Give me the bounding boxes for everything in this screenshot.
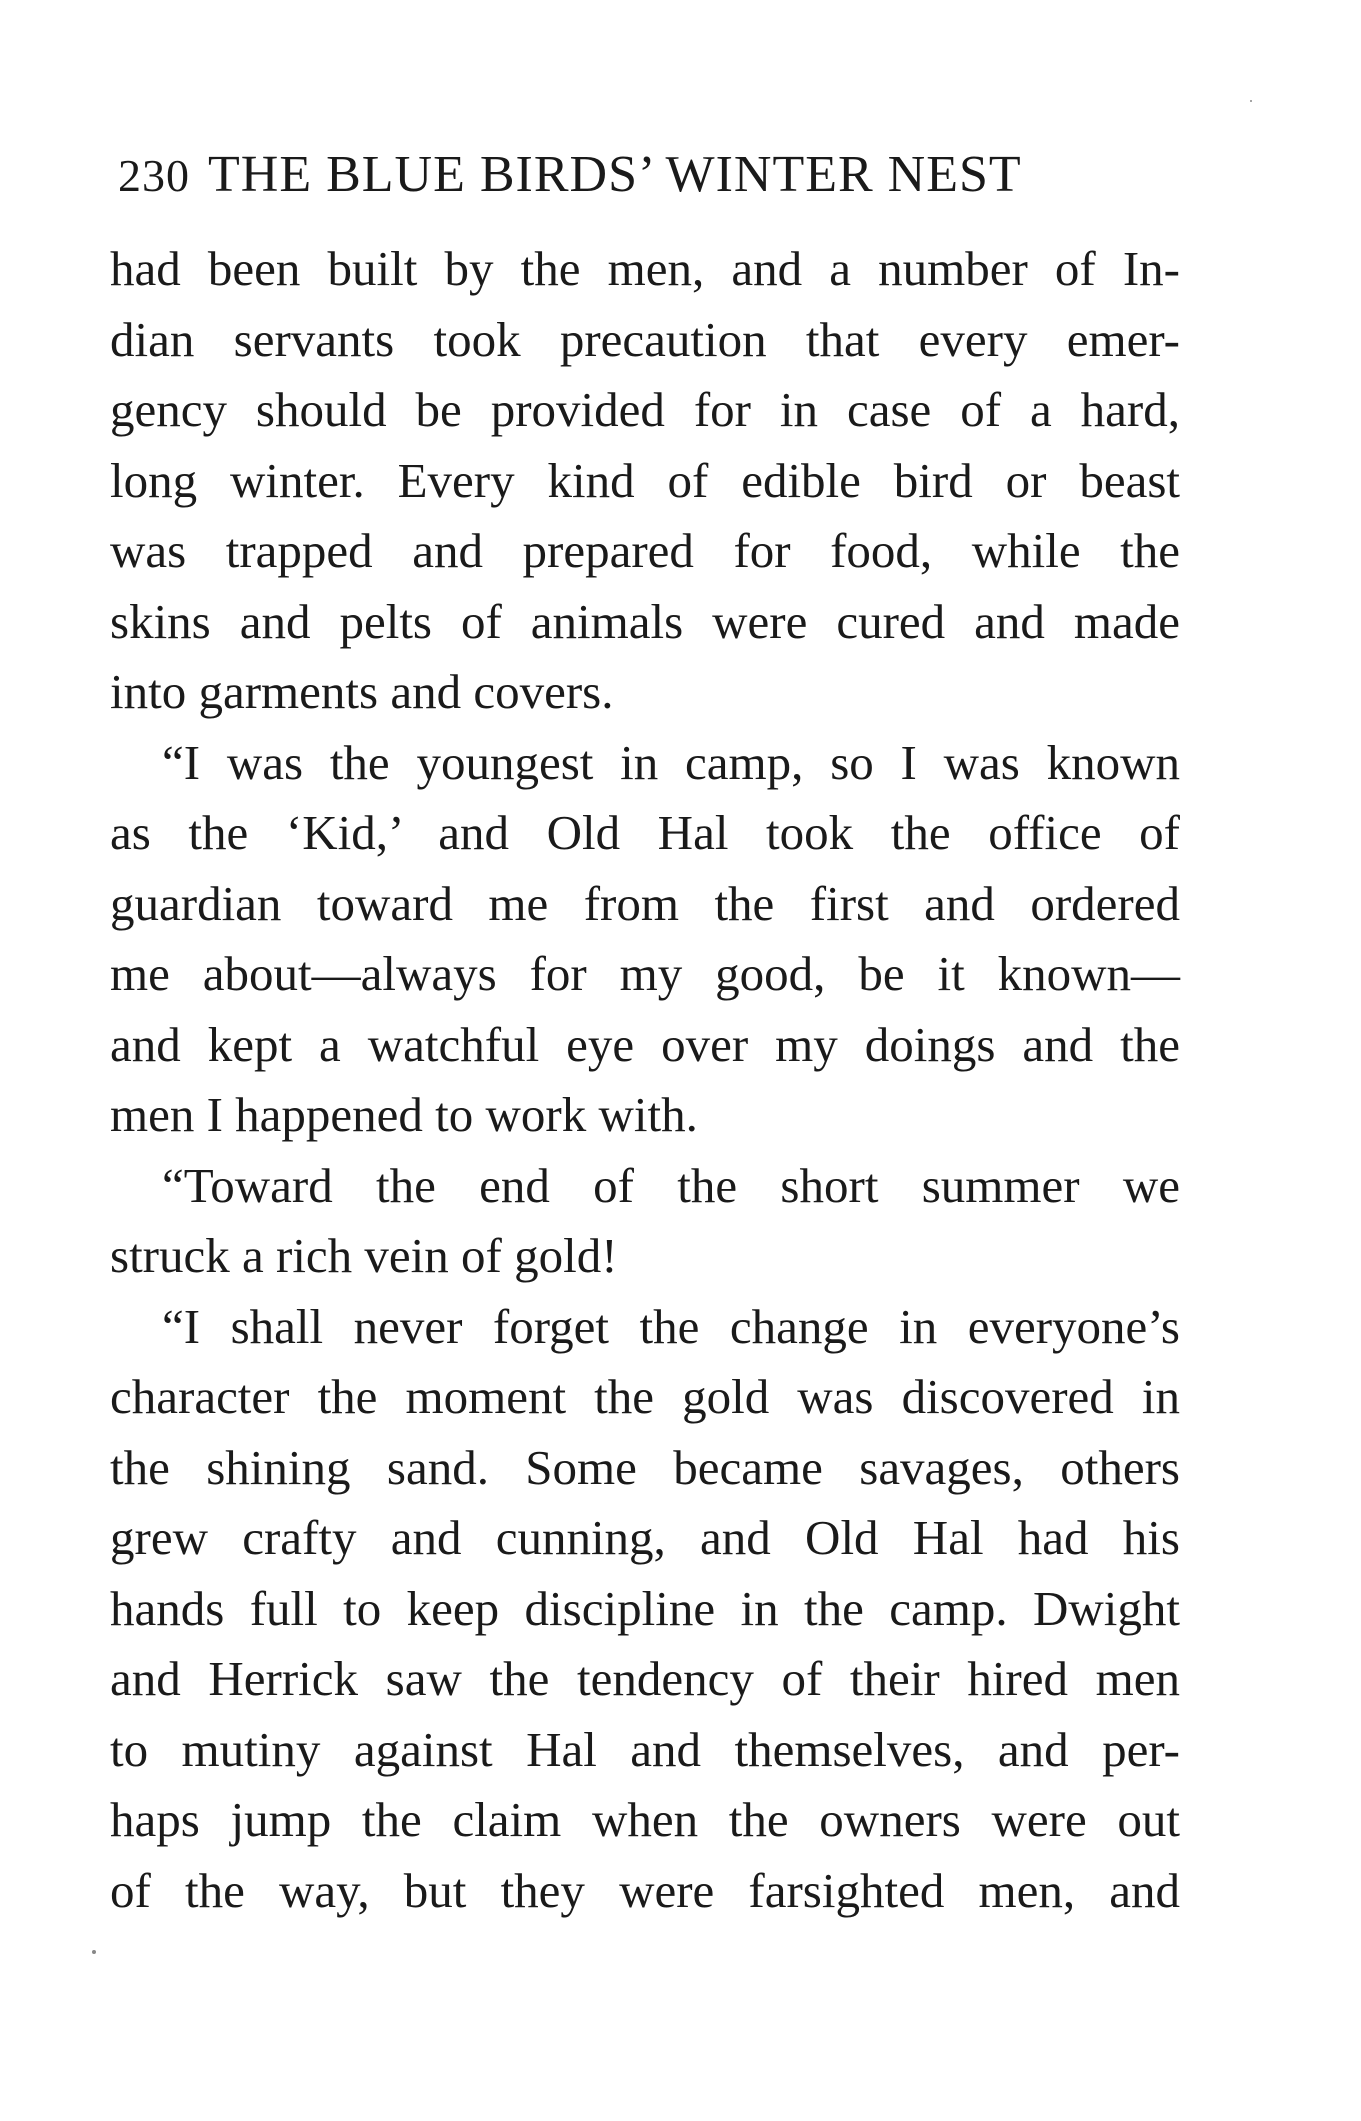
- text-line: character the moment the gold was discovered in: [110, 1369, 1180, 1424]
- print-speck: [92, 1950, 96, 1954]
- paragraph: [110, 1151, 1180, 1292]
- print-speck: [1250, 100, 1252, 102]
- text-line: gency should be provided for in case of a hard,: [110, 382, 1180, 437]
- paragraph: [110, 1292, 1180, 1927]
- paragraph: [110, 728, 1180, 1151]
- text-line: and kept a watchful eye over my doings and the: [110, 1016, 1180, 1072]
- text-line: of the way, but they were farsighted men, and: [110, 1862, 1180, 1918]
- running-title: THE BLUE BIRDS’ WINTER NEST: [208, 146, 1022, 203]
- text-line: as the ‘Kid,’ and Old Hal took the office of: [110, 805, 1180, 860]
- text-line: long winter. Every kind of edible bird or beast: [110, 452, 1180, 508]
- text-line: had been built by the men, and a number of In-: [110, 241, 1180, 296]
- paragraph: [110, 234, 1180, 728]
- running-head: [118, 140, 1178, 211]
- page-number: 230: [118, 150, 190, 201]
- text-line: dian servants took precaution that every emer-: [110, 311, 1180, 367]
- text-line: skins and pelts of animals were cured and made: [110, 593, 1180, 649]
- text-line: into garments and covers.: [110, 664, 614, 719]
- text-line: guardian toward me from the first and ordered: [110, 875, 1180, 931]
- text-line: me about—always for my good, be it known—: [110, 946, 1180, 1001]
- body-text: [110, 234, 1180, 1926]
- text-line: grew crafty and cunning, and Old Hal had his: [110, 1510, 1180, 1565]
- text-line: “Toward the end of the short summer we: [162, 1157, 1180, 1213]
- text-line: “I was the youngest in camp, so I was known: [162, 734, 1180, 790]
- text-line: haps jump the claim when the owners were out: [110, 1792, 1180, 1847]
- text-line: men I happened to work with.: [110, 1087, 698, 1142]
- text-line: and Herrick saw the tendency of their hired men: [110, 1651, 1180, 1706]
- text-line: “I shall never forget the change in everyone’s: [162, 1298, 1180, 1354]
- text-line: hands full to keep discipline in the camp. Dwight: [110, 1580, 1180, 1636]
- text-line: was trapped and prepared for food, while the: [110, 523, 1180, 578]
- text-line: to mutiny against Hal and themselves, and per-: [110, 1721, 1180, 1777]
- text-line: the shining sand. Some became savages, others: [110, 1439, 1180, 1495]
- text-line: struck a rich vein of gold!: [110, 1228, 618, 1283]
